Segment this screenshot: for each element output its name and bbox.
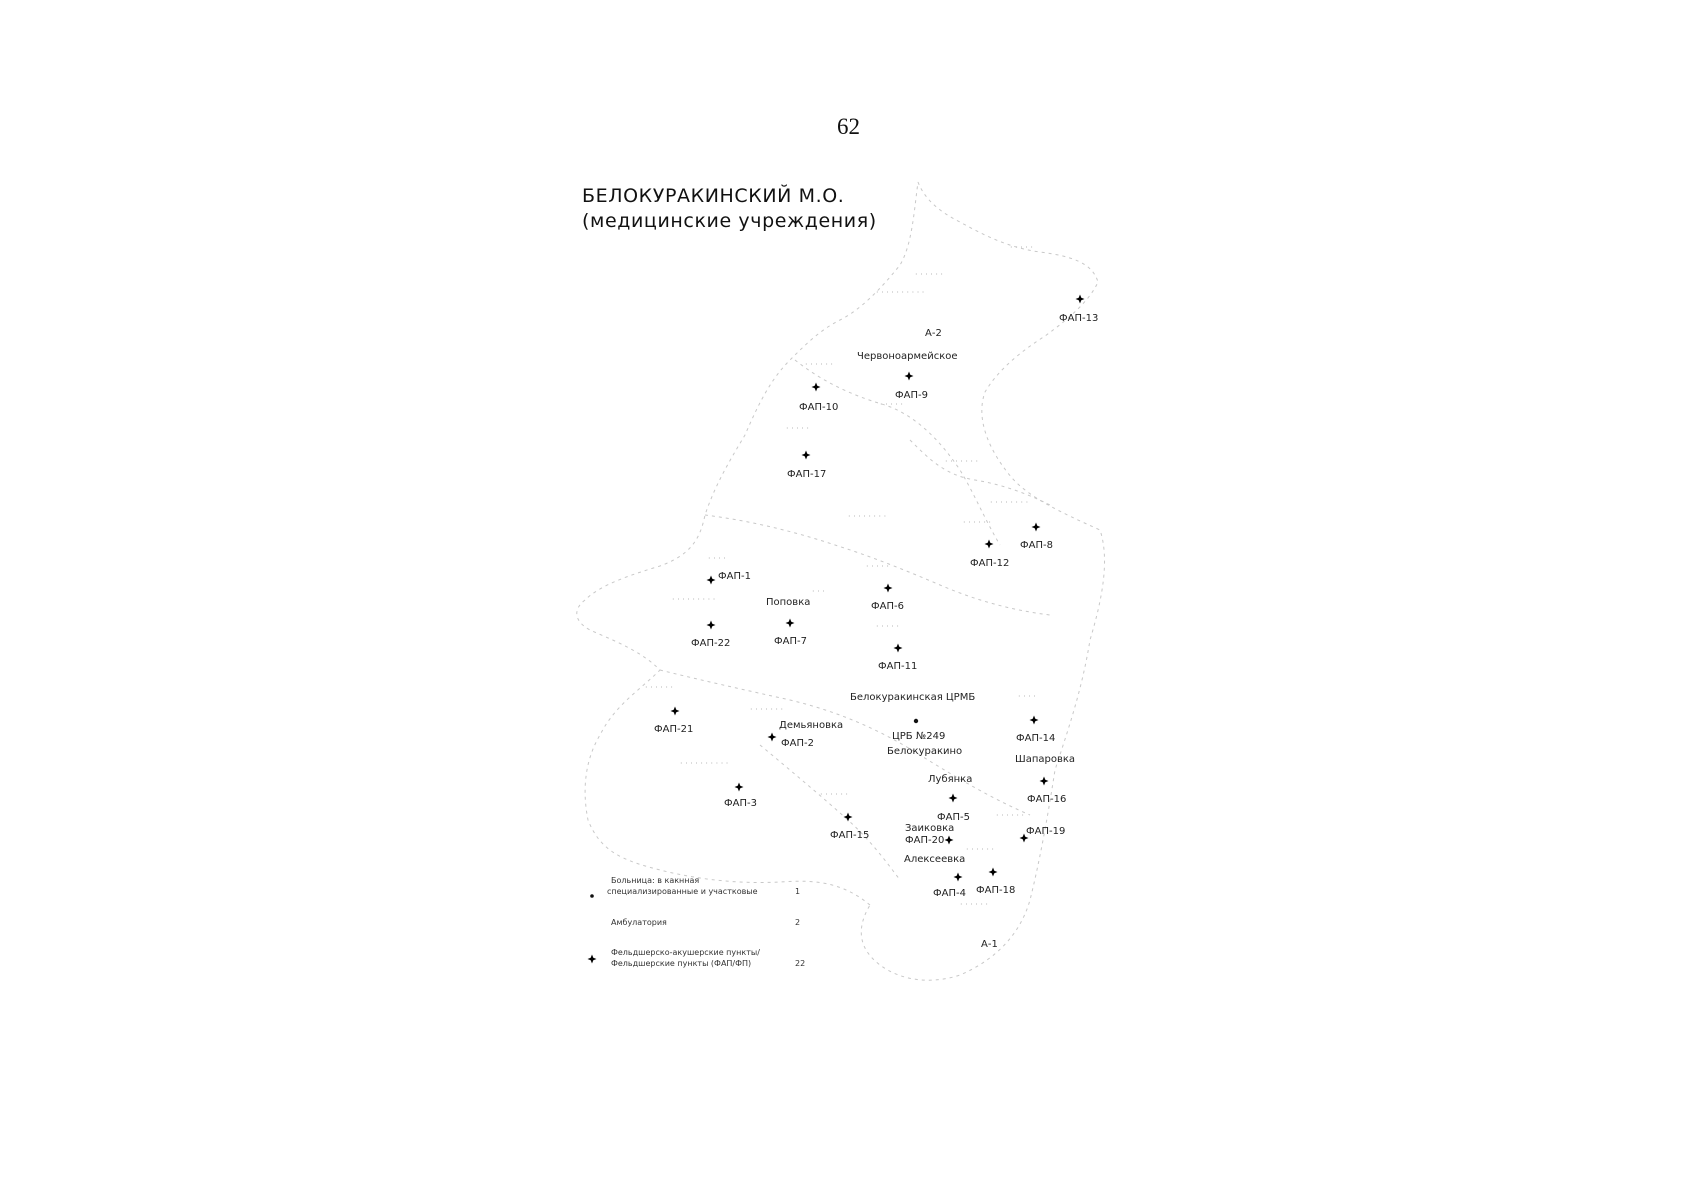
page-number: 62 [837, 114, 860, 139]
legend-hospital-dot-icon [590, 894, 594, 898]
svg-text:· · · ·: · · · · [1018, 692, 1036, 701]
fap-marker [802, 451, 811, 460]
legend-fap-count: 22 [795, 959, 806, 968]
fap-marker [735, 783, 744, 792]
svg-text:· · · · · · · · ·: · · · · · · · · · [672, 595, 716, 604]
fap-marker [884, 584, 893, 593]
map-title-line2: (медицинские учреждения) [582, 210, 877, 232]
map-label: ФАП-12 [970, 558, 1010, 569]
svg-text:· · · · · · · ·: · · · · · · · · [848, 512, 887, 521]
svg-text:· · · · ·: · · · · · [880, 400, 903, 409]
svg-text:· · · · · ·: · · · · · · [645, 683, 673, 692]
fap-marker [707, 576, 716, 585]
map-label: ФАП-16 [1027, 794, 1067, 805]
map-label: ФАП-5 [937, 812, 970, 823]
fap-marker [844, 813, 853, 822]
svg-text:· · · · ·: · · · · · [1010, 243, 1033, 252]
fap-marker [1032, 523, 1041, 532]
map-label: Заиковка [905, 823, 955, 834]
fap-marker [949, 794, 958, 803]
fap-marker [786, 619, 795, 628]
svg-text:· · · · · · ·: · · · · · · · [945, 457, 979, 466]
map-label: ФАП-22 [691, 638, 731, 649]
map-label: ФАП-15 [830, 830, 870, 841]
fap-marker [945, 836, 954, 845]
svg-text:· · · · · ·: · · · · · · [805, 360, 833, 369]
svg-text:· · · · · · ·: · · · · · · · [750, 705, 784, 714]
map-label: ФАП-14 [1016, 733, 1056, 744]
map-label: А-2 [925, 328, 942, 339]
fap-marker [1076, 295, 1085, 304]
svg-text:· · · · · · · · · ·: · · · · · · · · · · [876, 288, 925, 297]
map-label: ФАП-3 [724, 798, 757, 809]
fap-marker [768, 733, 777, 742]
map-label: А-1 [981, 939, 998, 950]
map-label: ЦРБ №249 [892, 731, 946, 742]
svg-text:· · · · · · · ·: · · · · · · · · [990, 498, 1029, 507]
svg-text:· · · · ·: · · · · · [786, 424, 809, 433]
svg-text:· · · · · ·: · · · · · · [996, 811, 1024, 820]
map-label: ФАП-20 [905, 835, 945, 846]
legend-fap-star-icon [588, 955, 597, 964]
map-label: ФАП-2 [781, 738, 814, 749]
fap-marker [985, 540, 994, 549]
map-label: ФАП-18 [976, 885, 1016, 896]
map-label: ФАП-8 [1020, 540, 1053, 551]
map-legend [588, 876, 806, 968]
map-label: ФАП-7 [774, 636, 807, 647]
svg-text:· · · · · ·: · · · · · · [820, 790, 848, 799]
svg-text:· · · · · ·: · · · · · · [963, 518, 991, 527]
fap-marker [707, 621, 716, 630]
map-label: ФАП-13 [1059, 313, 1099, 324]
svg-text:· · · ·: · · · · [708, 554, 726, 563]
map-label: Алексеевка [904, 854, 966, 865]
map-label: Лубянка [928, 774, 973, 785]
fap-marker [1030, 716, 1039, 725]
map-label: ФАП-6 [871, 601, 904, 612]
map-label: Белокуракино [887, 746, 963, 757]
map-label: Червоноармейское [857, 351, 958, 362]
map-title-line1: БЕЛОКУРАКИНСКИЙ М.О. [582, 185, 845, 207]
legend-hospital-count: 1 [795, 887, 801, 896]
map-label: Шапаровка [1015, 754, 1076, 765]
svg-text:· · ·: · · · [812, 587, 825, 596]
legend-fap-line2: Фельдшерские пункты (ФАП/ФП) [611, 959, 752, 968]
svg-text:· · · · · ·: · · · · · · [960, 900, 988, 909]
fap-marker [989, 868, 998, 877]
svg-text:· · · · · · · · · ·: · · · · · · · · · · [680, 759, 729, 768]
map-label: ФАП-10 [799, 402, 839, 413]
legend-fap-line1: Фельдшерско-акушерские пункты/ [611, 948, 760, 957]
svg-text:· · · · · ·: · · · · · · [915, 270, 943, 279]
fap-marker [1040, 777, 1049, 786]
map-label: ФАП-19 [1026, 826, 1066, 837]
fap-marker [812, 383, 821, 392]
fap-marker [905, 372, 914, 381]
fap-marker [894, 644, 903, 653]
map-label: ФАП-1 [718, 571, 751, 582]
svg-text:· · · · ·: · · · · · [876, 622, 899, 631]
svg-text:· · · · · ·: · · · · · · [966, 845, 994, 854]
legend-ambulatory-label: Амбулатория [611, 918, 667, 927]
fap-markers [671, 295, 1085, 882]
map-labels [654, 313, 1098, 950]
map-label: Поповка [766, 597, 811, 608]
fap-marker [671, 707, 680, 716]
legend-ambulatory-count: 2 [795, 918, 801, 927]
svg-text:· · · · ·: · · · · · [866, 562, 889, 571]
map-label: ФАП-11 [878, 661, 918, 672]
map-label: ФАП-17 [787, 469, 827, 480]
map-label: ФАП-9 [895, 390, 928, 401]
map-label: ФАП-21 [654, 724, 694, 735]
legend-hospital-line2: специализированные и участковые [607, 887, 758, 896]
hospital-marker [914, 719, 918, 723]
map-label: Белокуракинская ЦРМБ [850, 692, 976, 703]
map-label: ФАП-4 [933, 888, 966, 899]
faint-place-names [645, 243, 1036, 909]
fap-marker [954, 873, 963, 882]
legend-hospital-line1: Больница: в какнная [611, 876, 700, 885]
map-label: Демьяновка [779, 720, 844, 731]
district-borders [577, 182, 1105, 980]
